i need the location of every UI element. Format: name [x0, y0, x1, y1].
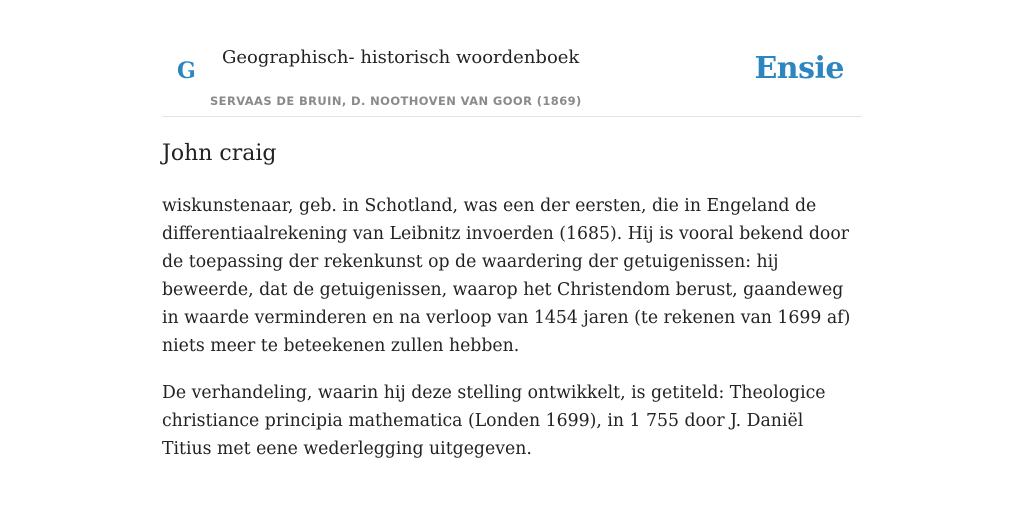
- site-header: [162, 0, 862, 117]
- entry-paragraph: wiskunstenaar, geb. in Schotland, was een der eersten, die in Engeland de differentiaalrekening van Leibnitz invoerden (1685). Hij is vooral bekend door de toepassing der rekenkunst op de waardering der getuigenissen: hij beweerde, dat de getuigenissen, waarop het Christendom berust, gaandeweg in waarde verminderen en na verloop van 1454 jaren (te rekenen van 1699 af) niets meer te beteekenen zullen hebben.: [162, 196, 851, 356]
- ensie-logo[interactable]: Ensie: [754, 51, 844, 86]
- book-author: SERVAAS DE BRUIN, D. NOOTHOVEN VAN GOOR (1869): [210, 94, 582, 108]
- book-title-link[interactable]: Geographisch- historisch woordenboek: [222, 47, 580, 68]
- entry-title: John craig: [162, 141, 277, 166]
- entry-content: [162, 192, 852, 482]
- book-logo-icon[interactable]: G: [177, 58, 196, 84]
- entry-paragraph: De verhandeling, waarin hij deze stelling ontwikkelt, is getiteld: Theologice christiance principia mathematica (Londen 1699), in 1 755 door J. Daniël Titius met eene wederlegging uitgegeven.: [162, 383, 826, 459]
